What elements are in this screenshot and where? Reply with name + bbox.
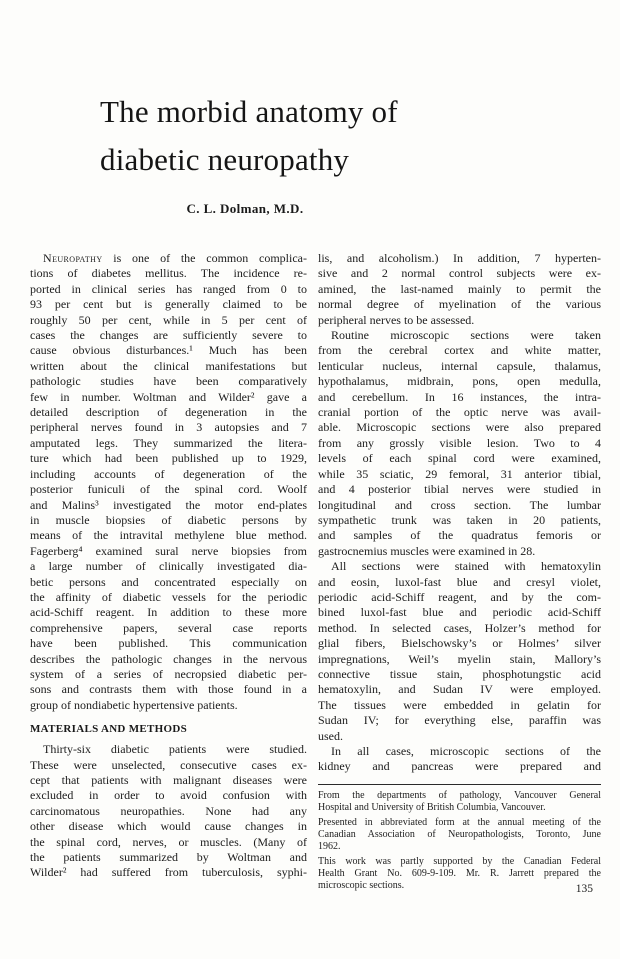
text-line: cept that patients with malignant diseases were	[30, 773, 307, 787]
right-column	[318, 251, 601, 895]
paragraph-sections	[318, 328, 601, 559]
text-line: few in number. Woltman and Wilder² gave a	[30, 389, 307, 404]
article-title-line-2: diabetic neuropathy	[100, 142, 350, 177]
article-title	[100, 88, 620, 184]
text-line: amputated legs. They summarized the litera-	[30, 435, 307, 450]
paragraph-kidney	[318, 744, 601, 775]
text-line: lenticular nucleus, internal capsule, thalamus,	[318, 358, 601, 373]
text-line: the affinity of diabetic vessels for the periodic	[30, 589, 307, 604]
article-title-line-1: The morbid anatomy of	[100, 94, 398, 129]
text-line: Thirty-six diabetic patients were studied.	[43, 742, 307, 757]
text-line: This work was partly supported by the Canadian Federal	[318, 855, 601, 867]
author-byline: C. L. Dolman, M.D.	[186, 201, 304, 216]
text-line: bined luxol-fast blue and periodic acid-Schiff	[318, 605, 601, 620]
text-line: cases the changes are sufficiently severe to	[30, 328, 307, 343]
text-line: gastrocnemius muscles were examined in 28.	[318, 543, 536, 558]
text-line: glial fibers, Bielschowsky’s or Holmes’ silver	[318, 636, 601, 651]
text-line: The tissues were embedded in gelatin for	[318, 697, 601, 712]
lead-word: Neuropathy	[43, 251, 103, 265]
text-line: ture which had been published up to 1929,	[30, 451, 307, 466]
footnote-presentation	[318, 817, 601, 853]
text-line: carcinomatous neuropathies. None had any	[30, 803, 307, 818]
text-line: roughly 50 per cent, while in 5 per cent of	[30, 312, 307, 327]
text-line: hypothalamus, midbrain, pons, open medulla,	[318, 374, 601, 389]
left-column	[30, 251, 307, 895]
paragraph-continuation	[318, 251, 601, 328]
text-line: Hospital and University of British Columbia, Vancouver.	[318, 801, 546, 813]
paragraph-intro-lines	[30, 266, 307, 713]
text-line: describes the pathologic changes in the nervous	[30, 651, 307, 666]
text-line: detailed description of degeneration in the	[30, 405, 307, 420]
text-line: cranial portion of the optic nerve was avail-	[318, 405, 601, 420]
text-line: means of the intravital methylene blue method.	[30, 528, 307, 543]
text-line: have been published. This communication	[30, 636, 307, 651]
text-line: from any grossly visible lesion. Two to 4	[318, 435, 601, 450]
text-line: posterior funiculi of the spinal cord. Woolf	[30, 482, 307, 497]
text-line: from the cerebral cortex and white matter,	[318, 343, 601, 358]
text-line: system of a series of necropsied diabetic per-	[30, 666, 307, 681]
paragraph-methods	[30, 742, 307, 881]
text-line: kidney and pancreas were prepared and	[318, 759, 601, 774]
text-line: Health Grant No. 609-9-109. Mr. R. Jarrett prepared the	[318, 867, 601, 879]
footnote-affiliation	[318, 790, 601, 814]
text-line: and cerebellum. In 16 instances, the intra-	[318, 389, 601, 404]
text-line: sympathetic trunk was taken in 20 patients,	[318, 512, 601, 527]
text-line: 93 per cent but is generally claimed to be	[30, 297, 307, 312]
text-line: In all cases, microscopic sections of the	[331, 744, 601, 758]
section-heading-materials-and-methods: MATERIALS AND METHODS	[30, 723, 188, 736]
text-line: Routine microscopic sections were taken	[331, 328, 601, 343]
text-line: betic persons and concentrated especially on	[30, 574, 307, 589]
text-line: sive and 2 normal control subjects were ex-	[318, 266, 601, 281]
footnote-funding	[318, 856, 601, 892]
page-number: 135	[575, 883, 593, 895]
paragraph-stains	[318, 559, 601, 744]
text-line: used.	[318, 728, 343, 743]
text-line: amined, the last-named mainly to permit the	[318, 281, 601, 296]
text-line: Presented in abbreviated form at the annual meeting of the	[318, 816, 601, 828]
text-line: Wilder² had suffered from tuberculosis, syphi-	[30, 865, 307, 880]
text-line: ported in clinical series has ranged from 0 to	[30, 281, 307, 296]
text-line: longitudinal and cross section. The lumbar	[318, 497, 601, 512]
text-line: and Malins³ investigated the motor end-plates	[30, 497, 307, 512]
text-line: 1962.	[318, 840, 341, 852]
text-line: cause obvious disturbances.¹ Much has been	[30, 343, 307, 358]
text-line: the patients summarized by Woltman and	[30, 850, 307, 865]
text-line: group of nondiabetic hypertensive patients.	[30, 697, 238, 712]
text-line: in muscle biopsies of diabetic persons by	[30, 512, 307, 527]
text-line: the spinal cord, nerves, or muscles. (Many of	[30, 834, 307, 849]
text-line: other disease which would cause changes in	[30, 819, 307, 834]
text-line: peripheral nerves to be assessed.	[318, 312, 475, 327]
text-line: hematoxylin, and Sudan IV were employed.	[318, 682, 601, 697]
text-line: comprehensive papers, several case reports	[30, 620, 307, 635]
text-line: impregnations, Weil’s myelin stain, Mallory’s	[318, 651, 601, 666]
text-line: acid-Schiff reagent. In addition to these more	[30, 605, 307, 620]
text-line: and 4 posterior tibial nerves were studied in	[318, 482, 601, 497]
text-line: including accounts of degeneration of the	[30, 466, 307, 481]
lead-word-rest: is one of the common complica-	[102, 251, 307, 265]
text-line	[30, 251, 307, 266]
text-line: written about the clinical manifestations but	[30, 358, 307, 373]
text-line: connective tissue stain, phosphotungstic acid	[318, 666, 601, 681]
text-line: Sudan IV; for everything else, paraffin was	[318, 713, 601, 728]
paragraph-intro	[30, 251, 307, 713]
text-line: and samples of the quadratus femoris or	[318, 528, 601, 543]
body-columns	[0, 251, 620, 895]
text-line: while 35 sciatic, 29 femoral, 31 anterior tibial,	[318, 466, 601, 481]
text-line: a large number of clinically investigated dia-	[30, 559, 307, 574]
text-line: and eosin, luxol-fast blue and cresyl violet,	[318, 574, 601, 589]
text-line: microscopic sections.	[318, 879, 405, 891]
text-line: All sections were stained with hematoxylin	[331, 559, 601, 574]
text-line: From the departments of pathology, Vancouver General	[318, 789, 601, 801]
text-line: These were unselected, consecutive cases ex-	[30, 757, 307, 772]
text-line: peripheral nerves found in 3 autopsies and 7	[30, 420, 307, 435]
text-line: sons and contrasts them with those found in a	[30, 682, 307, 697]
text-line: excluded in order to avoid confusion with	[30, 788, 307, 803]
text-line: method. In selected cases, Holzer’s method for	[318, 620, 601, 635]
text-line: levels of each spinal cord were examined,	[318, 451, 601, 466]
footnote-block	[318, 784, 601, 892]
text-line: pathologic studies have been comparatively	[30, 374, 307, 389]
footnote-divider	[318, 784, 601, 785]
text-line: tions of diabetes mellitus. The incidence re-	[30, 266, 307, 281]
text-line: Canadian Association of Neuropathologists, Toronto, June	[318, 828, 601, 840]
text-line: periodic acid-Schiff reagent, and by the com-	[318, 589, 601, 604]
text-line: able. Microscopic sections were also prepared	[318, 420, 601, 435]
text-line: Fagerberg⁴ examined sural nerve biopsies from	[30, 543, 307, 558]
text-line: normal degree of myelination of the various	[318, 297, 601, 312]
text-line: lis, and alcoholism.) In addition, 7 hyperten-	[318, 251, 601, 265]
